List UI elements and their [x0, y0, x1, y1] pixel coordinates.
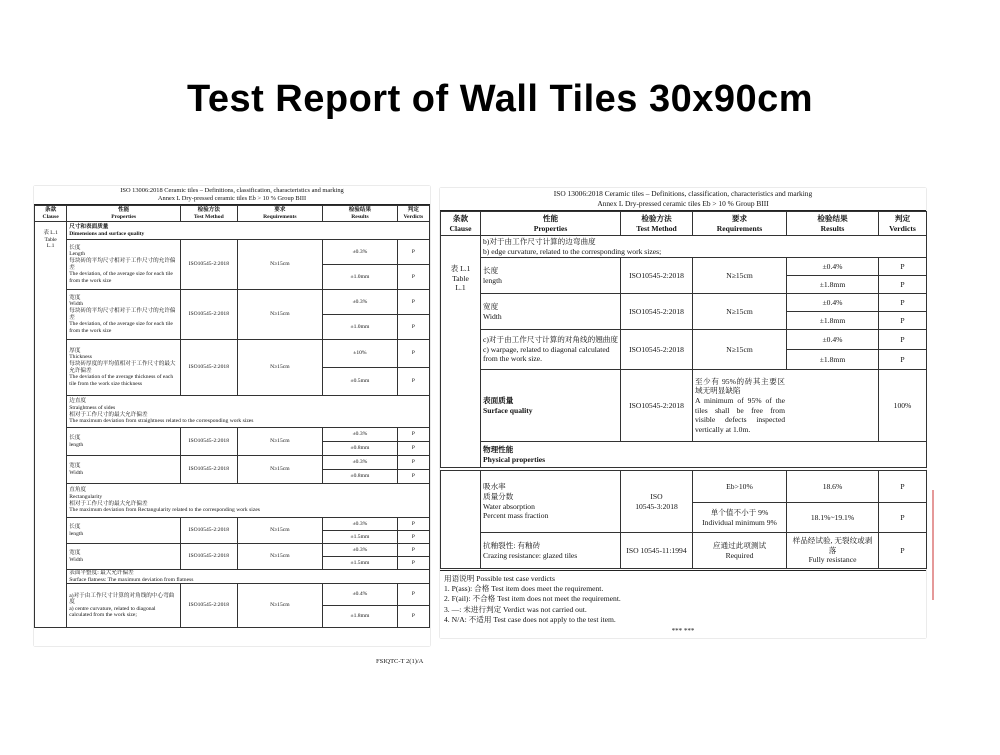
- property-warpage: c)对于由工作尺寸计算的对角线的翘曲度 c) warpage, related to diagonal calculated from the work size.: [481, 330, 621, 370]
- result-cell: 18.6%: [787, 471, 879, 503]
- verdict-cell: P: [397, 470, 429, 484]
- property-width: 宽度 Width: [67, 456, 181, 484]
- col-results: 检验结果 Results: [787, 212, 879, 236]
- standard-header: [34, 186, 430, 205]
- method-cell: ISO10545-2:2018: [181, 290, 237, 340]
- method-cell: ISO10545-2:2018: [181, 340, 237, 396]
- end-mark: *** ***: [671, 627, 695, 636]
- req-cell: ±0.4%: [323, 584, 398, 606]
- req-cell: Eb>10%: [693, 471, 787, 503]
- req-cell: ±0.3%: [323, 456, 398, 470]
- verdict-cell: P: [397, 531, 429, 544]
- col-clause: 条款 Clause: [441, 212, 481, 236]
- verdict-legend: [440, 570, 926, 639]
- verdict-cell: P: [397, 456, 429, 470]
- result-cell: 18.1%~19.1%: [787, 503, 879, 533]
- req-cell: ±1.8mm: [323, 606, 398, 628]
- verdict-cell: P: [397, 518, 429, 531]
- method-cell: ISO10545-2:2018: [181, 544, 237, 570]
- n15-cell: N≥15cm: [693, 258, 787, 294]
- method-cell: ISO10545-2:2018: [181, 456, 237, 484]
- req-cell: ±1.8mm: [787, 276, 879, 294]
- n15-cell: N≥15cm: [237, 290, 323, 340]
- req-cell: 应通过此项测试 Required: [693, 533, 787, 569]
- verdict-cell: P: [397, 368, 429, 396]
- req-cell: ±0.8mm: [323, 470, 398, 484]
- req-cell: ±10%: [323, 340, 398, 368]
- method-cell: ISO10545-2:2018: [181, 518, 237, 544]
- standard-annex: Annex L Dry-pressed ceramic tiles Eb > 10 % Group BIII: [597, 199, 769, 208]
- req-cell: ±0.4%: [787, 294, 879, 312]
- col-requirements: 要求 Requirements: [237, 206, 323, 222]
- col-properties: 性能 Properties: [67, 206, 181, 222]
- col-requirements: 要求 Requirements: [693, 212, 787, 236]
- report-sheet-left: [34, 186, 430, 646]
- verdict-cell: P: [397, 557, 429, 570]
- req-cell: ±1.8mm: [787, 312, 879, 330]
- n15-cell: N≥15cm: [237, 518, 323, 544]
- req-cell: ±0.3%: [323, 290, 398, 315]
- req-cell: ±0.8mm: [323, 442, 398, 456]
- verdict-cell: P: [879, 471, 927, 503]
- verdict-cell: P: [879, 533, 927, 569]
- standard-title: ISO 13006:2018 Ceramic tiles – Definitions, classification, characteristics and marking: [553, 189, 813, 198]
- property-thickness: 厚度 Thickness 每块砖厚度的平均值相对于工作尺寸的最大允许偏差 The deviation of the average thickness of each tile from the work size thickness: [67, 340, 181, 396]
- n15-cell: N≥15cm: [693, 330, 787, 370]
- verdict-cell: P: [879, 276, 927, 294]
- verdict-cell: P: [397, 428, 429, 442]
- verdict-cell: P: [397, 315, 429, 340]
- verdict-cell: P: [397, 544, 429, 557]
- req-cell: ±0.3%: [323, 544, 398, 557]
- col-verdicts: 判定 Verdicts: [879, 212, 927, 236]
- verdict-cell: P: [879, 294, 927, 312]
- n15-cell: N≥15cm: [237, 456, 323, 484]
- col-method: 检验方法 Test Method: [621, 212, 693, 236]
- req-cell: ±1.0mm: [323, 315, 398, 340]
- verdict-cell: P: [397, 240, 429, 265]
- physical-properties-table: [440, 470, 927, 569]
- req-cell: ±0.3%: [323, 240, 398, 265]
- property-length: 长度 Length 每块砖的平均尺寸相对于工作尺寸的允许偏差 The deviation, of the average size for each tile from the work size: [67, 240, 181, 290]
- verdict-cell: P: [397, 265, 429, 290]
- property-length: 长度 length: [481, 258, 621, 294]
- col-verdicts: 判定 Verdicts: [397, 206, 429, 222]
- physical-rows-overlay: [440, 470, 926, 569]
- verdict-cell: P: [397, 340, 429, 368]
- legend-item: 3. —: 未进行判定 Verdict was not carried out.: [444, 604, 587, 614]
- legend-item: 4. N/A: 不适用 Test case does not apply to the test item.: [444, 614, 616, 624]
- section-edge-curvature: b)对于由工作尺寸计算的边弯曲度 b) edge curvature, related to the corresponding work sizes;: [481, 236, 927, 258]
- legend-item: 1. P(ass): 合格 Test item does meet the requirement.: [444, 584, 604, 594]
- verdict-cell: P: [879, 350, 927, 370]
- n15-cell: N≥15cm: [237, 340, 323, 396]
- req-cell: 单个值不小于 9% Individual minimum 9%: [693, 503, 787, 533]
- property-crazing: 抗釉裂性: 有釉砖 Crazing resistance: glazed tiles: [481, 533, 621, 569]
- method-cell: ISO10545-2:2018: [621, 370, 693, 442]
- verdict-cell: P: [879, 330, 927, 350]
- verdict-cell: P: [397, 584, 429, 606]
- test-results-table: [34, 205, 430, 628]
- req-surface-quality: 至少有 95%的砖其主要区域无明显缺陷 A minimum of 95% of the tiles shall be free from visible defects inspected vertically at 1.0m.: [693, 370, 879, 442]
- verdict-cell: P: [879, 503, 927, 533]
- col-method: 检验方法 Test Method: [181, 206, 237, 222]
- legend-title: 用语说明 Possible test case verdicts: [444, 574, 555, 583]
- standard-header: [440, 188, 926, 211]
- req-cell: ±1.5mm: [323, 557, 398, 570]
- verdict-cell: P: [397, 290, 429, 315]
- section-straightness: 边直度 Straightness of sides 相对于工作尺寸的最大允许偏差 The maximum deviation from straightness related to the corresponding work sizes: [67, 396, 430, 428]
- n15-cell: N≥15cm: [237, 240, 323, 290]
- clause-cell: 表 L.1 Table L.1: [35, 222, 67, 628]
- clause-cell: 表 L.1 Table L.1: [441, 236, 481, 468]
- property-length: 长度 length: [67, 518, 181, 544]
- method-cell: ISO10545-2:2018: [181, 240, 237, 290]
- legend-item: 2. F(ail): 不合格 Test item does not meet the requirement.: [444, 594, 621, 604]
- standard-annex: Annex L Dry-pressed ceramic tiles Eb > 10 % Group BIII: [157, 195, 307, 202]
- property-width: 宽度 Width 每块砖的平均尺寸相对于工作尺寸的允许偏差 The deviation, of the average size for each tile from the work size: [67, 290, 181, 340]
- form-code: FSIQTC-T 2(1)/A: [376, 658, 424, 665]
- col-results: 检验结果 Results: [323, 206, 398, 222]
- result-cell: 样品经试验, 无裂纹或剥落 Fully resistance: [787, 533, 879, 569]
- property-centre-curvature: a)对于由工作尺寸计算的对角线的中心弯曲度 a) centre curvature, related to diagonal calculated from the work size;: [67, 584, 181, 628]
- verdict-cell: P: [879, 312, 927, 330]
- n15-cell: N≥15cm: [237, 584, 323, 628]
- method-cell: ISO10545-2:2018: [621, 330, 693, 370]
- method-cell: ISO10545-2:2018: [181, 428, 237, 456]
- section-flatness: 表面平整度: 最大允许偏差 Surface flatness: The maximum deviation from flatness: [67, 570, 430, 584]
- req-cell: ±0.4%: [787, 330, 879, 350]
- test-results-table: [440, 211, 927, 468]
- page-title: Test Report of Wall Tiles 30x90cm: [186, 78, 814, 120]
- verdict-cell: P: [397, 606, 429, 628]
- section-physical-properties: 物理性能 Physical properties: [481, 442, 927, 468]
- method-cell: ISO10545-2:2018: [621, 294, 693, 330]
- req-cell: ±1.0mm: [323, 265, 398, 290]
- method-cell: ISO10545-2:2018: [181, 584, 237, 628]
- method-cell: ISO 10545-3:2018: [621, 471, 693, 533]
- method-cell: ISO 10545-11:1994: [621, 533, 693, 569]
- red-stamp-mark: [924, 490, 934, 600]
- col-clause: 条款 Clause: [35, 206, 67, 222]
- section-dimensions: 尺寸和表面质量 Dimensions and surface quality: [67, 222, 430, 240]
- n15-cell: N≥15cm: [237, 428, 323, 456]
- property-length: 长度 length: [67, 428, 181, 456]
- req-cell: ±0.3%: [323, 518, 398, 531]
- method-cell: ISO10545-2:2018: [621, 258, 693, 294]
- req-cell: ±0.3%: [323, 428, 398, 442]
- verdict-cell: P: [879, 258, 927, 276]
- property-surface-quality: 表面质量 Surface quality: [481, 370, 621, 442]
- standard-title: ISO 13006:2018 Ceramic tiles – Definitions, classification, characteristics and marking: [120, 187, 344, 194]
- section-rectangularity: 直角度 Rectangularity 相对于工作尺寸的最大允许偏差 The maximum deviation from Rectangularity related to the corresponding work sizes: [67, 484, 430, 518]
- property-water-absorption: 吸水率 质量分数 Water absorption Percent mass fraction: [481, 471, 621, 533]
- req-cell: ±0.5mm: [323, 368, 398, 396]
- req-cell: ±1.5mm: [323, 531, 398, 544]
- result-surface-quality: 100%: [879, 370, 927, 442]
- n15-cell: N≥15cm: [693, 294, 787, 330]
- property-width: 宽度 Width: [481, 294, 621, 330]
- col-properties: 性能 Properties: [481, 212, 621, 236]
- report-sheet-right: [440, 188, 926, 638]
- req-cell: ±0.4%: [787, 258, 879, 276]
- property-width: 宽度 Width: [67, 544, 181, 570]
- clause-cell-blank: [441, 471, 481, 569]
- req-cell: ±1.8mm: [787, 350, 879, 370]
- n15-cell: N≥15cm: [237, 544, 323, 570]
- verdict-cell: P: [397, 442, 429, 456]
